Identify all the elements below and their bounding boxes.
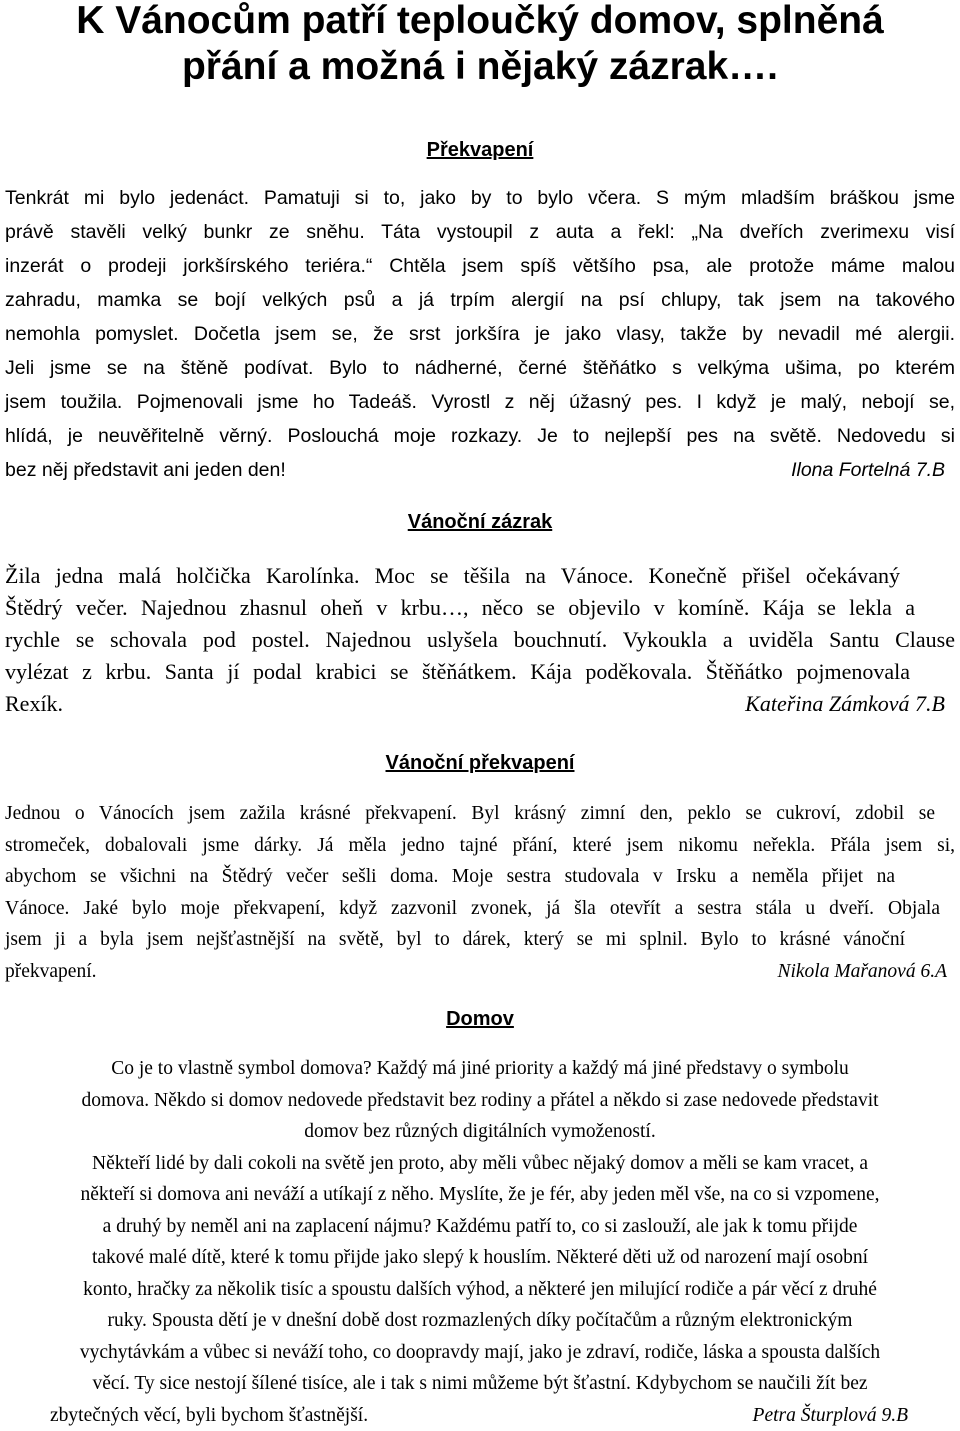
body-line: abychom se všichni na Štědrý večer sešli doma. Moje sestra studovala v Irsku a neměla přijet na xyxy=(5,861,895,893)
body-line: někteří si domova ani neváží a utíkají z něho. Myslíte, že je fér, aby jeden měl vše, na co si vzpomene, xyxy=(0,1179,960,1211)
body-line: bez něj představit ani jeden den! xyxy=(5,453,286,487)
body-line-with-signature xyxy=(5,688,955,720)
body-line: Štědrý večer. Najednou zhasnul oheň v krbu…, něco se objevilo v komíně. Kája se lekla a xyxy=(5,592,915,624)
body-line: zbytečných věcí, byli bychom šťastnější. xyxy=(50,1400,368,1431)
author-signature: Kateřina Zámková 7.B xyxy=(745,688,945,720)
body-line: ruky. Spousta dětí je v dnešní době dost rozmazlených díky počítačům a různým elektronickým xyxy=(0,1305,960,1337)
body-line: vychytávkám a vůbec si neváží toho, co doopravdy mají, jako je zdraví, rodiče, láska a spousta dalších xyxy=(0,1337,960,1369)
section-body-vanocni-prekvapeni xyxy=(5,798,955,987)
body-line: jsem ji a byla jsem nejšťastnější na světě, byl to dárek, který se mi splnil. Bylo to krásné vánoční xyxy=(5,924,905,956)
section-heading-prekvapeni: Překvapení xyxy=(0,138,960,162)
page-title-line-1: K Vánocům patří teploučký domov, splněná xyxy=(0,0,960,44)
body-line-with-signature xyxy=(0,1400,960,1431)
body-line: vylézat z krbu. Santa jí podal krabici se štěňátkem. Kája poděkovala. Štěňátko pojmenovala xyxy=(5,656,910,688)
body-line: takové malé dítě, které k tomu přijde jako slepý k houslím. Některé děti už od narození mají osobní xyxy=(0,1242,960,1274)
body-line: konto, hračky za několik tisíc a spoustu dalších výhod, a některé jen milující rodiče a pár věcí z druhé xyxy=(0,1274,960,1306)
section-body-domov xyxy=(0,1053,960,1431)
page-title xyxy=(0,0,960,90)
page-title-line-2: přání a možná i nějaký zázrak…. xyxy=(0,44,960,90)
section-heading-vanocni-zazrak: Vánoční zázrak xyxy=(0,510,960,534)
body-line: překvapení. xyxy=(5,956,97,988)
body-line: zahradu, mamka se bojí velkých psů a já trpím alergií na psí chlupy, tak jsem na takového xyxy=(5,283,955,317)
body-line: Co je to vlastně symbol domova? Každý má jiné priority a každý má jiné představy o symbolu xyxy=(0,1053,960,1085)
body-line: nemohla pomyslet. Dočetla jsem se, že srst jorkšíra je jako vlasy, takže by nevadil mé alergii. xyxy=(5,317,955,351)
section-body-prekvapeni xyxy=(5,181,955,487)
body-line: Tenkrát mi bylo jedenáct. Pamatuji si to, jako by to bylo včera. S mým mladším bráškou jsme xyxy=(5,181,955,215)
body-line-with-signature xyxy=(5,453,955,487)
body-line: hlídá, je neuvěřitelně věrný. Poslouchá moje rozkazy. Je to nejlepší pes na světě. Nedovedu si xyxy=(5,419,955,453)
body-line: Rexík. xyxy=(5,688,63,720)
section-heading-domov: Domov xyxy=(0,1007,960,1031)
body-line: rychle se schovala pod postel. Najednou uslyšela bouchnutí. Vykoukla a uviděla Santu Clause xyxy=(5,624,955,656)
body-line: Žila jedna malá holčička Karolínka. Moc se těšila na Vánoce. Konečně přišel očekávaný xyxy=(5,560,900,592)
body-line: domova. Někdo si domov nedovede představit bez rodiny a přátel a někdo si zase nedovede představit xyxy=(0,1085,960,1117)
section-heading-vanocni-prekvapeni: Vánoční překvapení xyxy=(0,751,960,775)
body-line: Jeli jsme se na štěně podívat. Bylo to nádherné, černé štěňátko s velkýma ušima, po kterém xyxy=(5,351,955,385)
body-line: inzerát o prodeji jorkšírského teriéra.“ Chtěla jsem spíš většího psa, ale protože máme malou xyxy=(5,249,955,283)
body-line-with-signature xyxy=(5,956,955,988)
body-line: jsem toužila. Pojmenovali jsme ho Tadeáš. Vyrostl z něj úžasný pes. I když je malý, nebojí se, xyxy=(5,385,955,419)
body-line: Vánoce. Jaké bylo moje překvapení, když zazvonil zvonek, já šla otevřít a sestra stála u dveří. Objala xyxy=(5,893,940,925)
body-line: a druhý by neměl ani na zaplacení nájmu? Každému patří to, co si zaslouží, ale jak k tomu přijde xyxy=(0,1211,960,1243)
author-signature: Petra Šturplová 9.B xyxy=(753,1400,908,1431)
author-signature: Nikola Mařanová 6.A xyxy=(777,956,947,988)
section-body-vanocni-zazrak xyxy=(5,560,955,720)
body-line: právě stavěli velký bunkr ze sněhu. Táta vystoupil z auta a řekl: „Na dveřích zverimexu visí xyxy=(5,215,955,249)
body-line: stromeček, dobalovali jsme dárky. Já měla jedno tajné přání, které jsem nikomu neřekla. Přála jsem si, xyxy=(5,830,955,862)
body-line: Jednou o Vánocích jsem zažila krásné překvapení. Byl krásný zimní den, peklo se cukroví, zdobil se xyxy=(5,798,935,830)
body-line: věcí. Ty sice nestojí šílené tisíce, ale i tak s nimi můžeme být šťastní. Kdybychom se naučili žít bez xyxy=(0,1368,960,1400)
body-line: domov bez různých digitálních vymožeností. xyxy=(0,1116,960,1148)
author-signature: Ilona Fortelná 7.B xyxy=(791,453,945,487)
body-line: Někteří lidé by dali cokoli na světě jen proto, aby měli vůbec nějaký domov a měli se kam vracet, a xyxy=(0,1148,960,1180)
